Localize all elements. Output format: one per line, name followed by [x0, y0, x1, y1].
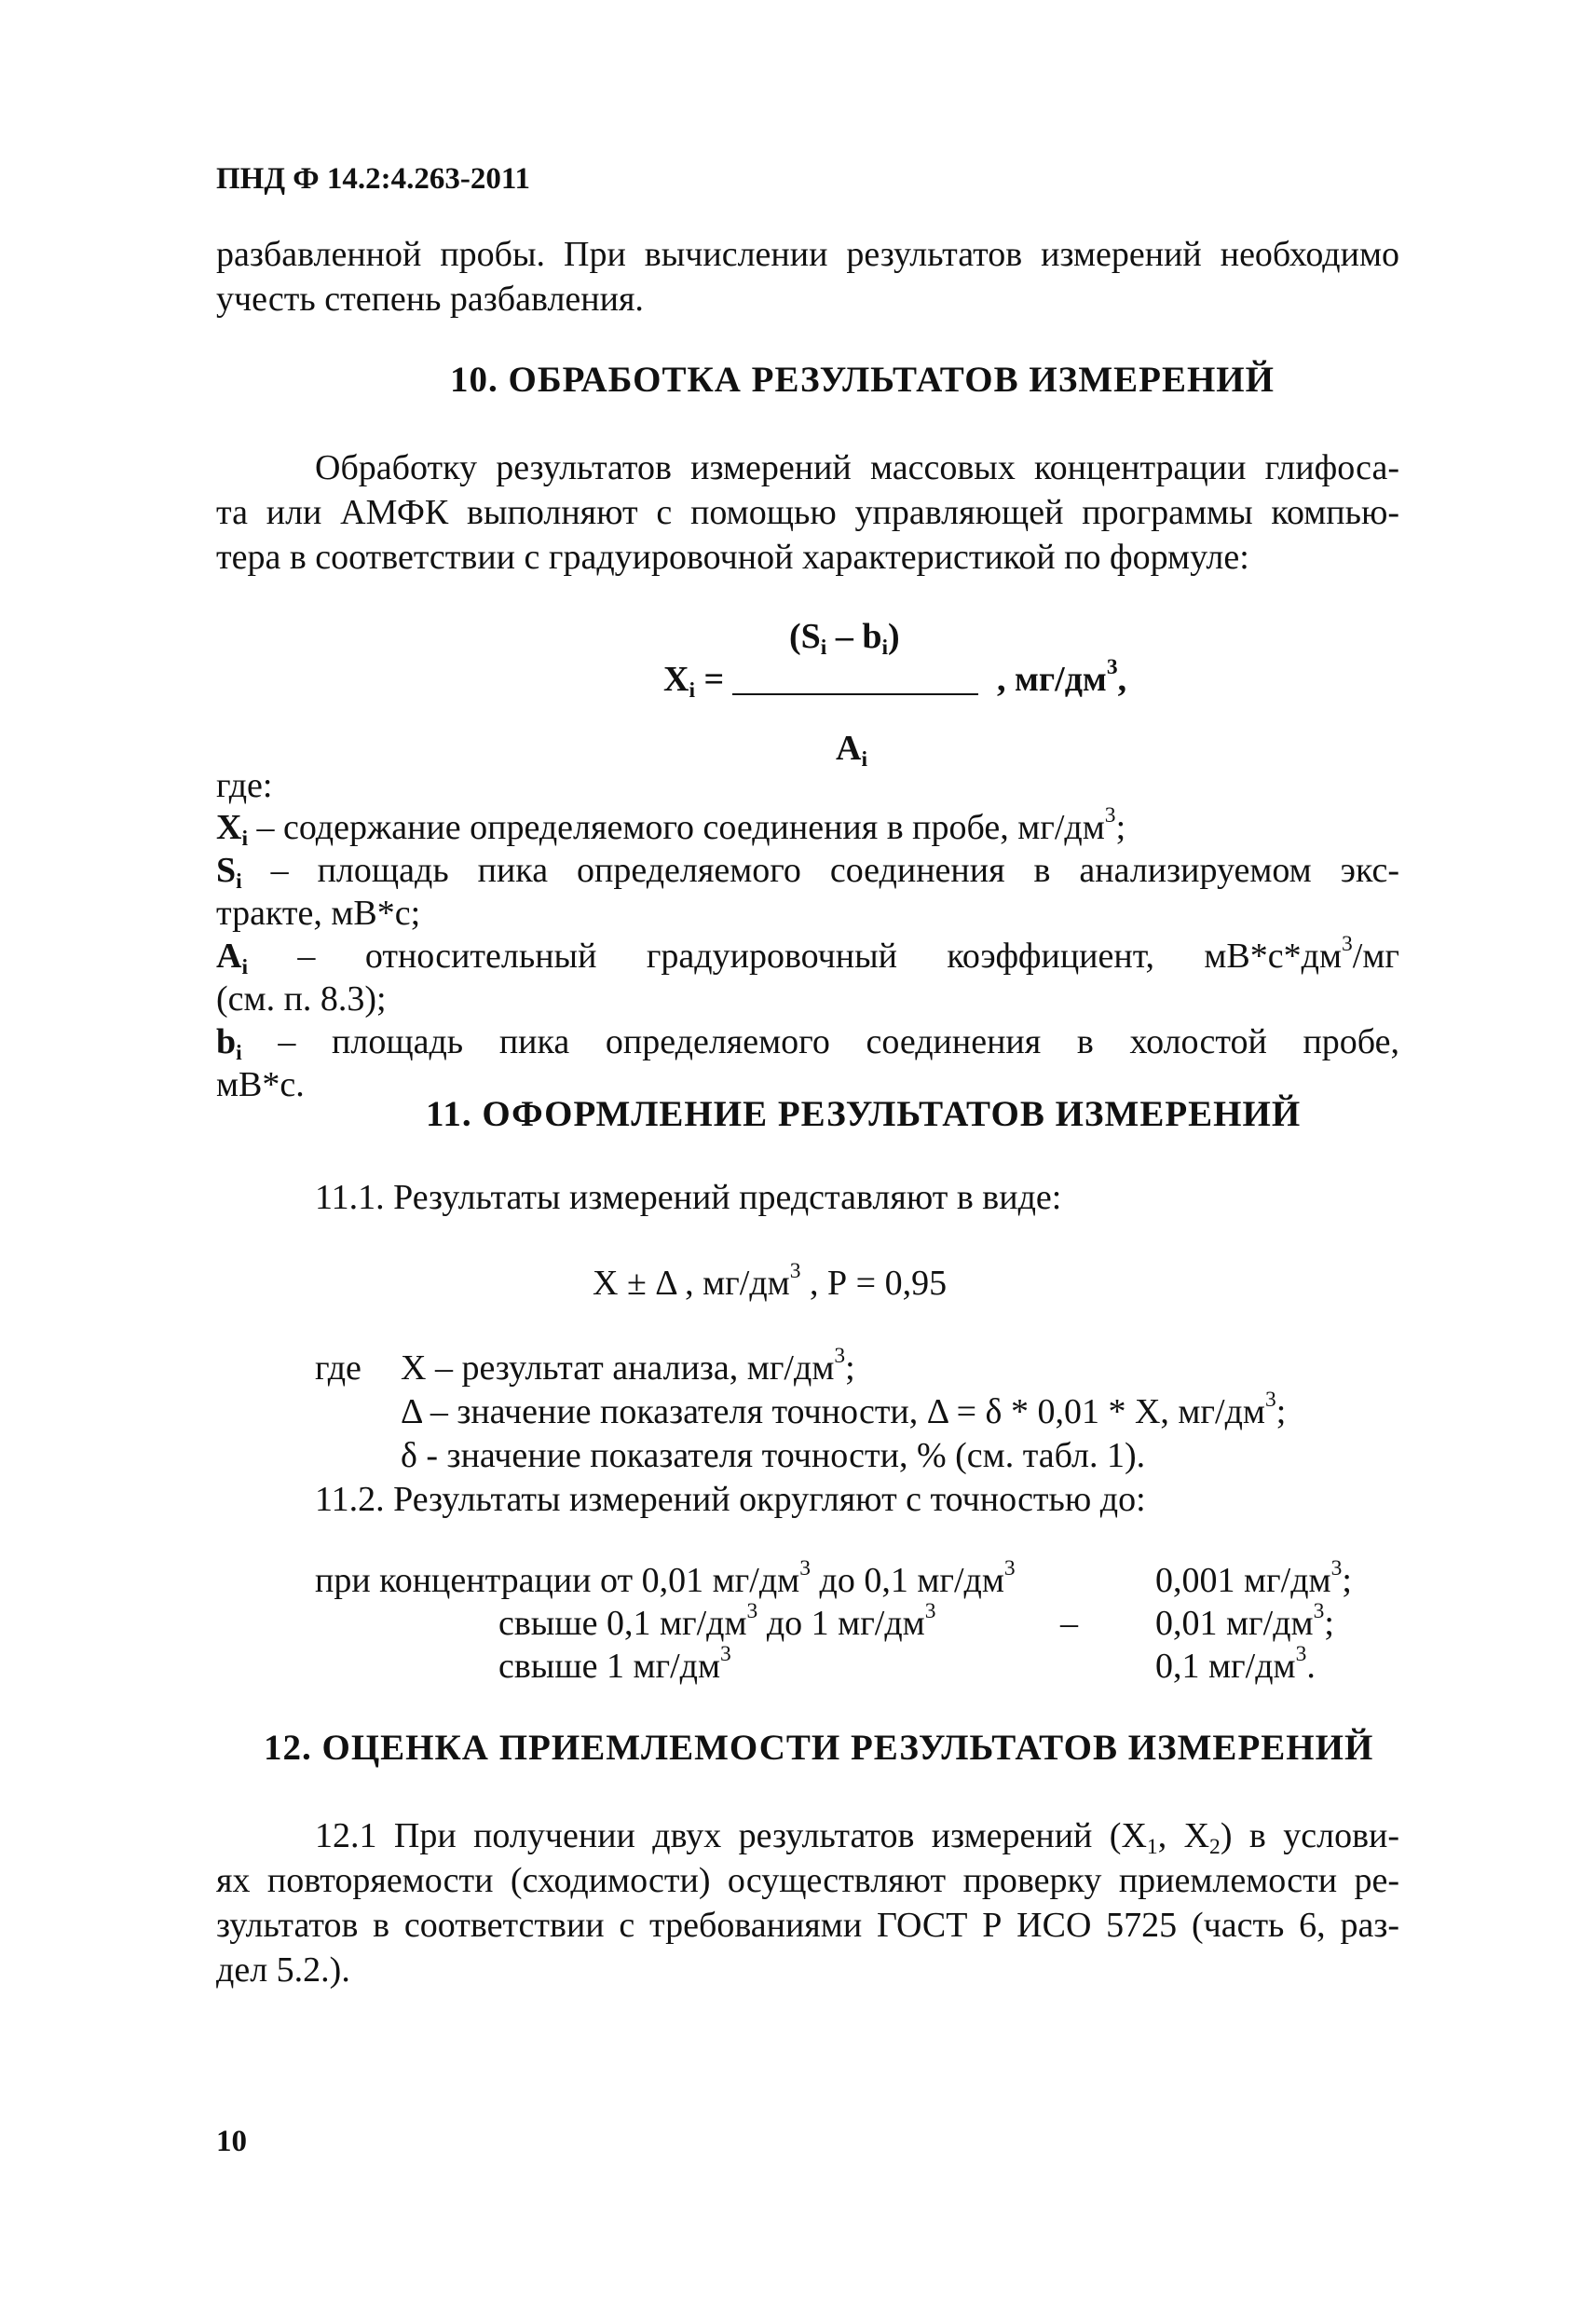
formula-denominator: $A_i$: [836, 729, 867, 773]
definition-a: $A_i$ – относительный градуировочный коэффициент, $мВ*с*дм^3/мг$: [216, 932, 1399, 980]
section-11-p2: 11.2. Результаты измерений округляют с точностью до:: [315, 1480, 1146, 1519]
formula-lhs: $X_i$ =: [663, 660, 725, 704]
rounding-row-2-label: свыше 0,1 $мг/дм^3$ до 1 $мг/дм^3$: [498, 1599, 936, 1643]
section-10-title: 10. ОБРАБОТКА РЕЗУЛЬТАТОВ ИЗМЕРЕНИЙ: [450, 360, 1275, 400]
rounding-row-2-value: 0,01 $мг/дм^3$;: [1155, 1599, 1334, 1643]
section-11-where: где: [315, 1348, 361, 1388]
intro-line-2: учесть степень разбавления.: [216, 280, 644, 319]
section-11-title: 11. ОФОРМЛЕНИЕ РЕЗУЛЬТАТОВ ИЗМЕРЕНИЙ: [426, 1094, 1302, 1134]
page-number: 10: [216, 2125, 247, 2158]
section-12-line-4: дел 5.2.).: [216, 1950, 350, 1990]
section-12-title: 12. ОЦЕНКА ПРИЕМЛЕМОСТИ РЕЗУЛЬТАТОВ ИЗМЕРЕНИЙ: [264, 1728, 1374, 1768]
section-10-text-line-1: Обработку результатов измерений массовых концентрации глифоса-: [315, 448, 1399, 487]
rounding-row-1-label: при концентрации от 0,01 $мг/дм^3$ до 0,1 $мг/дм^3$: [315, 1556, 1016, 1600]
definition-s-line-2: тракте, мВ*с;: [216, 894, 421, 933]
formula-numerator: $(S_i - b_i)$: [789, 617, 900, 661]
section-11-where-delta: Δ – значение показателя точности, Δ = δ * 0,01 * X, $мг/дм^3$;: [401, 1388, 1287, 1431]
definition-b: $b_i$ – площадь пика определяемого соединения в холостой пробе,: [216, 1022, 1399, 1066]
intro-line-1: разбавленной пробы. При вычислении результатов измерений необходимо: [216, 235, 1399, 274]
section-10-text-line-2: та или АМФК выполняют с помощью управляющей программы компью-: [216, 493, 1399, 532]
section-11-where-lowercase-delta: δ - значение показателя точности, % (см. табл. 1).: [401, 1436, 1146, 1475]
definition-b-line-2: мВ*с.: [216, 1065, 305, 1104]
document-code-header: ПНД Ф 14.2:4.263-2011: [216, 162, 531, 196]
rounding-row-3-value: 0,1 $мг/дм^3$.: [1155, 1642, 1316, 1686]
section-12-line-3: зультатов в соответствии с требованиями ГОСТ Р ИСО 5725 (часть 6, раз-: [216, 1906, 1399, 1945]
section-12-line-1: 12.1 При получении двух результатов измерений ($X_1$, $X_2$) в услови-: [315, 1816, 1400, 1860]
section-11-formula: X ± Δ , $мг/дм^3$ , Р = 0,95: [593, 1259, 948, 1303]
rounding-row-2-dash: –: [1060, 1604, 1078, 1643]
section-12-line-2: ях повторяемости (сходимости) осуществляют проверку приемлемости ре-: [216, 1861, 1399, 1900]
section-11-p1: 11.1. Результаты измерений представляют в виде:: [315, 1178, 1062, 1217]
formula-unit: , $мг/дм^3$,: [997, 655, 1127, 699]
definition-a-line-2: (см. п. 8.3);: [216, 979, 387, 1019]
definition-x: $X_i$ – содержание определяемого соединения в пробе, $мг/дм^3$;: [216, 803, 1126, 852]
rounding-row-3-label: свыше 1 $мг/дм^3$: [498, 1642, 731, 1686]
rounding-row-1-value: 0,001 $мг/дм^3$;: [1155, 1556, 1352, 1600]
formula-fraction-line: [732, 693, 978, 695]
section-10-text-line-3: тера в соответствии с градуировочной характеристикой по формуле:: [216, 538, 1249, 577]
section-11-where-x: X – результат анализа, $мг/дм^3$;: [401, 1344, 855, 1388]
definition-s: $S_i$ – площадь пика определяемого соединения в анализируемом экс-: [216, 851, 1399, 895]
definitions-where: где:: [216, 766, 273, 805]
